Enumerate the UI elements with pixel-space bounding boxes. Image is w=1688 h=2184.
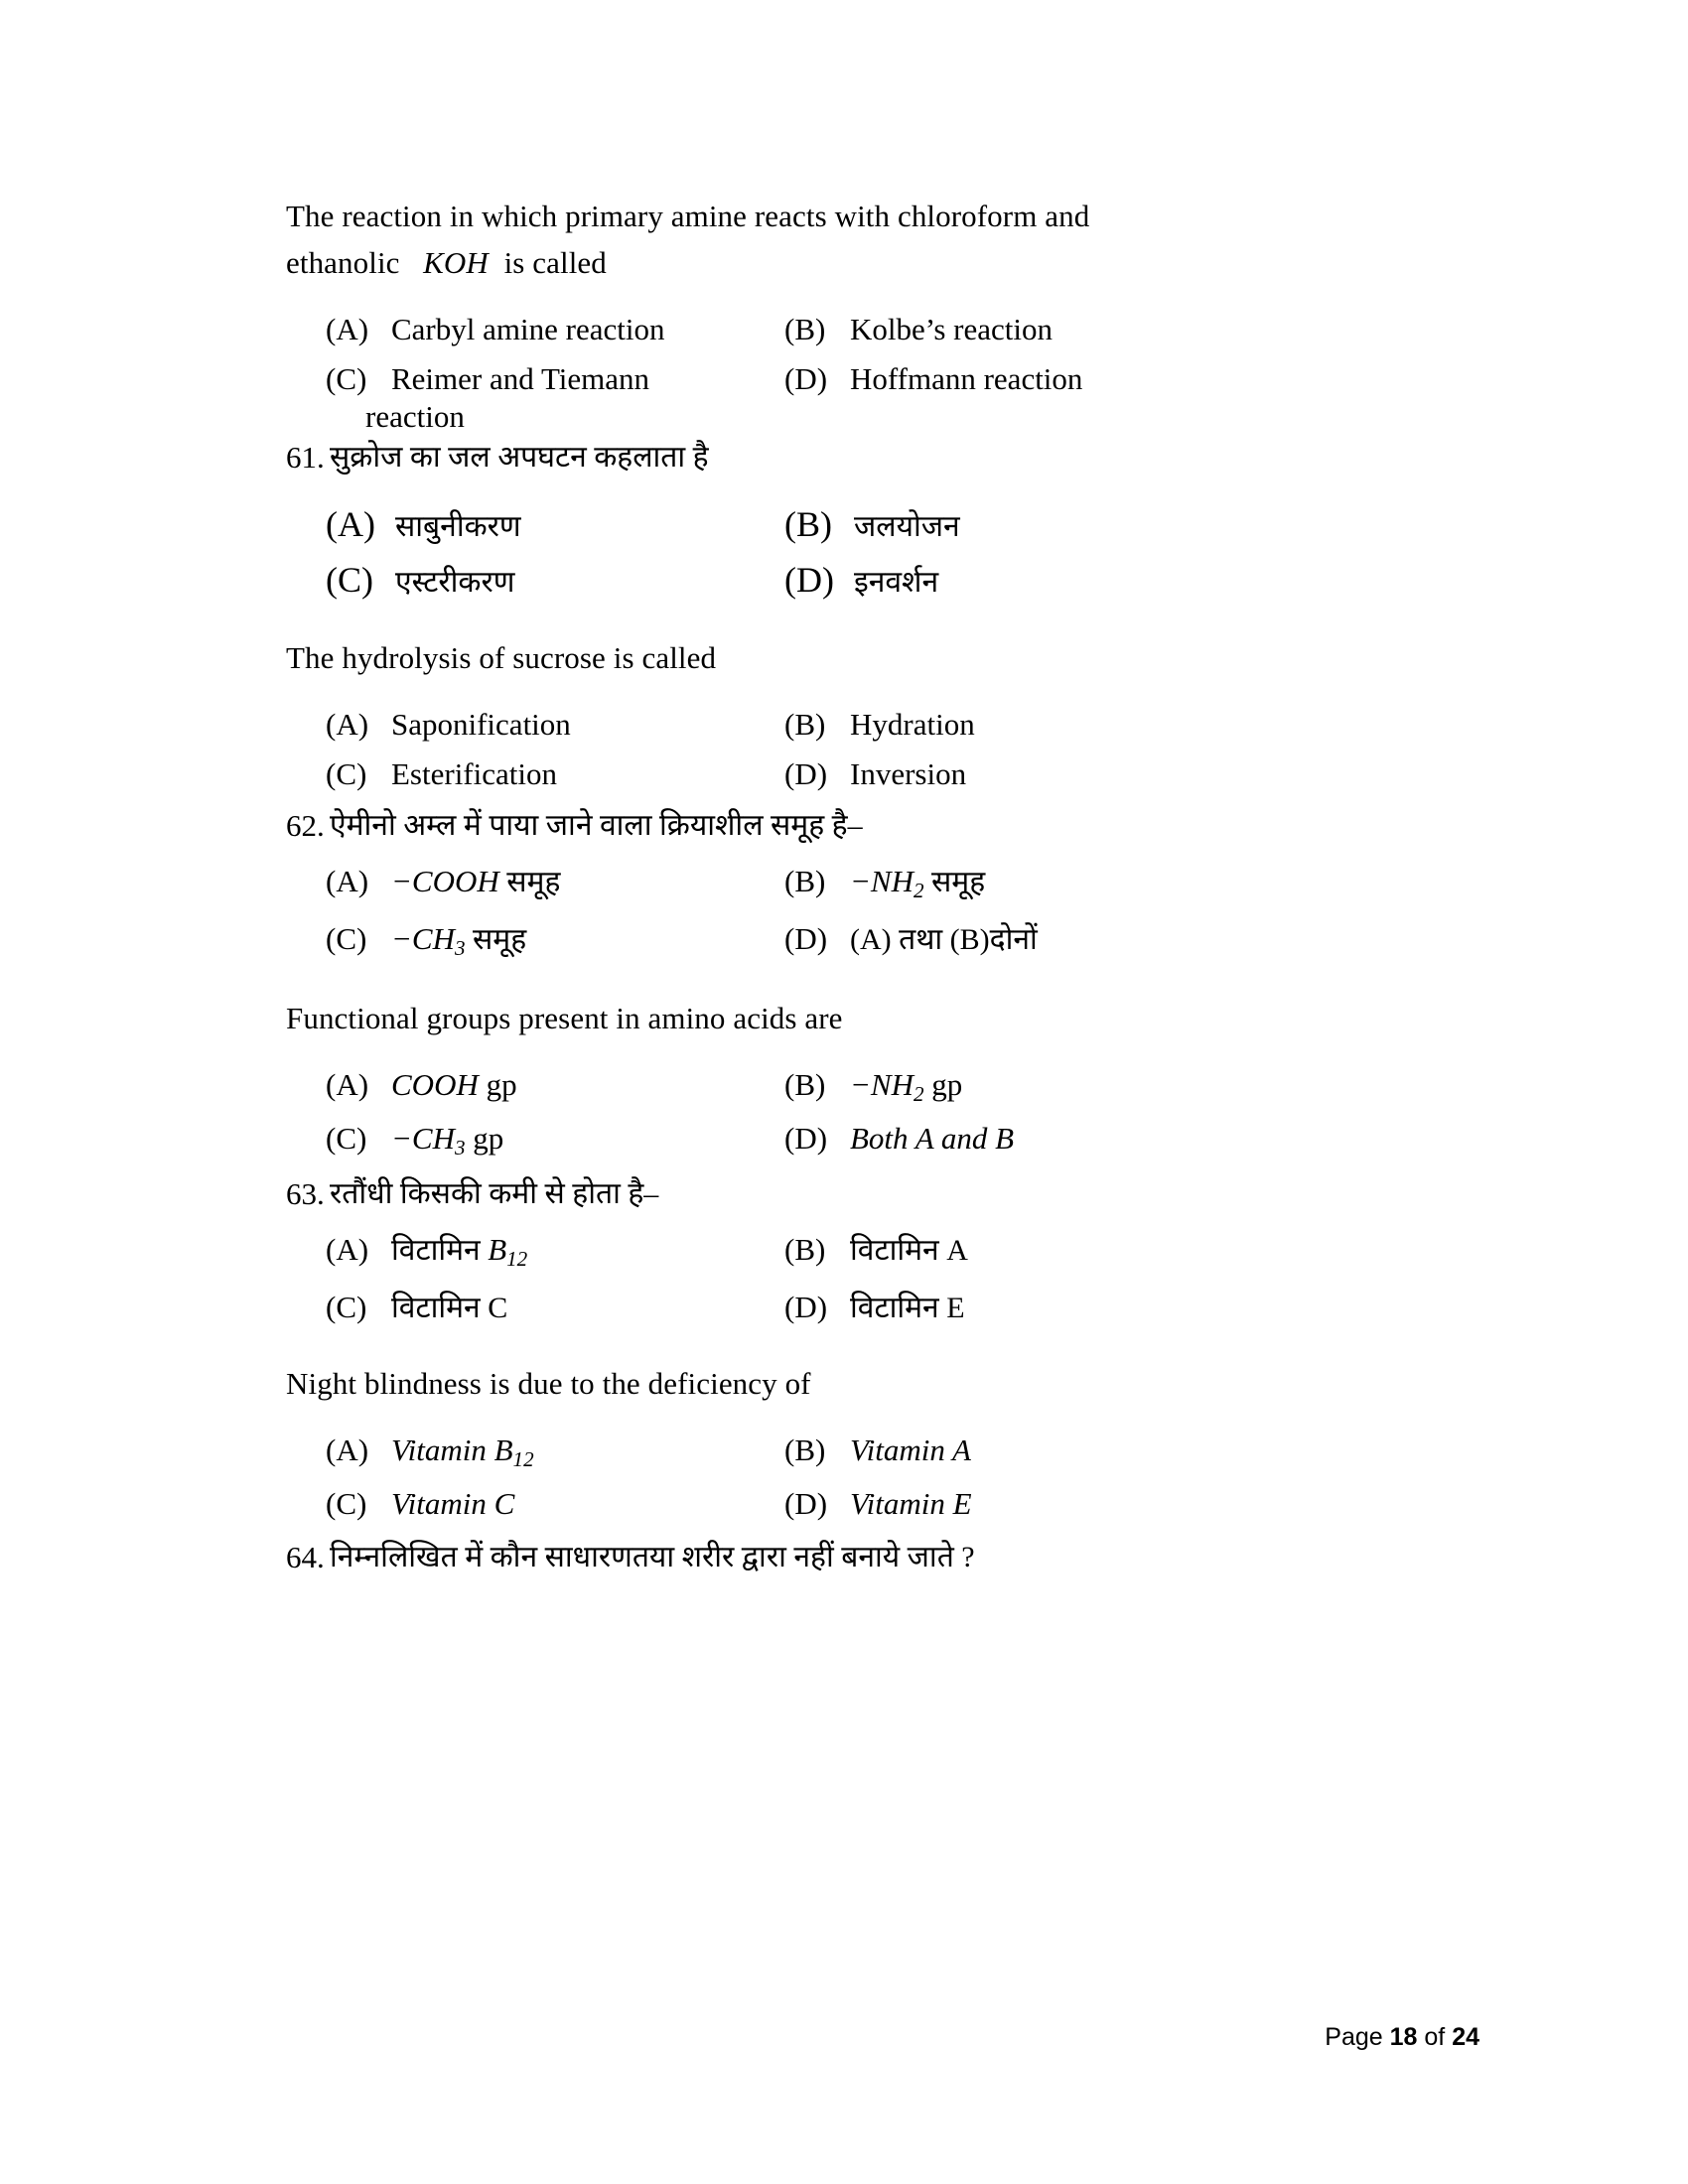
option-d-english[interactable]	[773, 756, 1329, 792]
option-text: साबुनीकरण	[395, 509, 521, 543]
option-d-english[interactable]	[773, 361, 1329, 397]
option-text	[850, 1433, 971, 1468]
option-label: (C)	[326, 921, 367, 957]
vitamin-letter: C	[488, 1292, 508, 1325]
option-b-hindi[interactable]	[773, 1228, 1329, 1272]
option-label: (D)	[784, 361, 828, 397]
option-b-hindi[interactable]	[773, 503, 1329, 545]
formula: COOH	[391, 1067, 479, 1103]
option-d-english[interactable]	[773, 1121, 1329, 1160]
option-row	[286, 1486, 1408, 1522]
spacer	[286, 1272, 1408, 1286]
spacer	[286, 286, 1408, 312]
option-row	[286, 503, 1408, 545]
option-a-english[interactable]	[286, 1433, 773, 1472]
option-row	[286, 707, 1408, 743]
question-stem-hindi: रतौंधी किसकी कमी से होता है–	[330, 1176, 659, 1210]
option-label: (B)	[784, 503, 832, 544]
option-text	[391, 1433, 534, 1472]
question-stem-hindi: निम्नलिखित में कौन साधारणतया शरीर द्वारा नहीं बनाये जाते ?	[330, 1541, 975, 1574]
option-d-hindi[interactable]	[773, 559, 1329, 601]
option-label: (A)	[326, 312, 369, 347]
option-label: (A)	[326, 503, 375, 544]
footer-page-number: 18	[1389, 2023, 1418, 2051]
formula-subscript: 2	[913, 1082, 924, 1106]
spacer	[286, 601, 1408, 634]
option-suffix: gp	[465, 1121, 504, 1156]
formula-base: −NH	[850, 1067, 914, 1103]
option-text	[850, 1486, 972, 1522]
option-suffix: समूह	[465, 923, 527, 957]
spacer	[286, 1407, 1408, 1433]
option-c-english[interactable]	[286, 1486, 773, 1522]
spacer	[286, 961, 1408, 995]
formula: Vitamin E	[850, 1486, 972, 1522]
formula: Vitamin C	[391, 1486, 515, 1522]
q61-english-options	[286, 707, 1408, 792]
option-a-english[interactable]	[286, 707, 773, 743]
option-row	[286, 1286, 1408, 1326]
option-label: (A)	[326, 1067, 369, 1103]
question-number: 61.	[286, 439, 325, 475]
stem-pre: ethanolic	[286, 245, 400, 281]
option-row	[286, 860, 1408, 903]
option-label: (B)	[784, 1067, 826, 1103]
formula	[488, 1232, 528, 1272]
option-text	[391, 1228, 527, 1272]
spacer	[286, 846, 1408, 860]
option-text: Saponification	[391, 706, 571, 742]
option-text	[391, 1486, 514, 1522]
option-label: (C)	[326, 1486, 367, 1522]
formula-base: −NH	[850, 864, 914, 899]
option-text: Carbyl amine reaction	[391, 312, 665, 347]
option-c-hindi[interactable]	[286, 559, 773, 601]
option-text: जलयोजन	[854, 509, 960, 543]
option-row	[286, 312, 1408, 347]
option-label: (A)	[326, 1232, 369, 1268]
spacer	[286, 545, 1408, 559]
option-b-english[interactable]	[773, 1433, 1329, 1472]
option-label: (A)	[326, 706, 369, 742]
option-c-english[interactable]	[286, 361, 773, 397]
option-a-hindi[interactable]	[286, 860, 773, 903]
option-text: Inversion	[850, 755, 967, 791]
spacer	[286, 478, 1408, 503]
question-64	[286, 1538, 1408, 1577]
option-suffix: gp	[923, 1067, 963, 1103]
option-b-hindi[interactable]	[773, 860, 1329, 903]
stem-line-2	[286, 239, 1408, 286]
option-label: (C)	[326, 1290, 367, 1325]
option-c-hindi[interactable]	[286, 1286, 773, 1326]
q62-english-options	[286, 1067, 1408, 1160]
question-number: 63.	[286, 1175, 325, 1211]
formula	[850, 864, 924, 903]
option-label: (D)	[784, 559, 834, 600]
spacer	[286, 903, 1408, 917]
option-text	[391, 1067, 517, 1103]
option-text: Esterification	[391, 755, 557, 791]
q61-hindi-options	[286, 503, 1408, 601]
q63-english-stem: Night blindness is due to the deficiency of	[286, 1366, 811, 1402]
spacer	[286, 1214, 1408, 1228]
formula-subscript: 2	[913, 879, 924, 903]
page-content	[286, 149, 1408, 1577]
option-d-hindi[interactable]	[773, 1286, 1329, 1326]
option-a-english[interactable]	[286, 1067, 773, 1107]
option-label: (C)	[326, 1121, 367, 1156]
spacer	[286, 1041, 1408, 1067]
option-row	[286, 1228, 1408, 1272]
option-suffix: gp	[478, 1067, 517, 1103]
formula-subscript: 3	[454, 1135, 466, 1160]
footer-prefix: Page	[1325, 2023, 1383, 2051]
option-suffix: (A) तथा (B)दोनों	[850, 923, 1038, 957]
option-text	[391, 917, 526, 961]
option-text	[850, 1286, 965, 1326]
option-suffix: समूह	[923, 866, 986, 899]
option-text	[850, 1121, 1014, 1157]
spacer	[286, 743, 1408, 756]
formula-base: −CH	[391, 921, 455, 957]
formula-koh: KOH	[423, 245, 489, 281]
question-62	[286, 806, 1408, 846]
spacer	[286, 681, 1408, 707]
spacer	[286, 149, 1408, 193]
option-text: Reimer and Tiemann	[391, 361, 650, 397]
formula-base: B	[488, 1232, 507, 1268]
option-d-hindi[interactable]	[773, 917, 1329, 961]
vitamin-letter: A	[946, 1234, 968, 1268]
option-text: इनवर्शन	[854, 565, 939, 599]
option-prefix: विटामिन	[391, 1234, 489, 1268]
question-number: 62.	[286, 807, 325, 843]
q63-english-options	[286, 1433, 1408, 1522]
option-d-english[interactable]	[773, 1486, 1329, 1522]
option-label: (B)	[784, 864, 826, 899]
option-label: (A)	[326, 864, 369, 899]
option-text	[850, 1228, 968, 1269]
option-b-english[interactable]	[773, 707, 1329, 743]
option-row	[286, 917, 1408, 961]
option-label: (D)	[784, 1121, 828, 1156]
option-prefix: विटामिन	[850, 1234, 947, 1268]
footer-total-pages: 24	[1452, 2023, 1479, 2051]
q63-hindi-options	[286, 1228, 1408, 1326]
option-a-hindi[interactable]	[286, 1228, 773, 1272]
spacer	[286, 347, 1408, 361]
option-a-hindi[interactable]	[286, 503, 773, 545]
question-number: 64.	[286, 1540, 325, 1575]
option-label: (C)	[326, 559, 373, 600]
formula: Both A and B	[850, 1121, 1015, 1156]
option-label: (D)	[784, 755, 828, 791]
option-text	[391, 1286, 507, 1326]
option-c-hindi[interactable]	[286, 917, 773, 961]
formula-subscript: 12	[512, 1447, 534, 1472]
option-text	[850, 917, 1038, 958]
formula-subscript: 3	[454, 936, 466, 960]
q61-english-stem: The hydrolysis of sucrose is called	[286, 639, 717, 675]
stem-post: is called	[503, 245, 607, 281]
option-label: (B)	[784, 1433, 826, 1468]
option-text: Hoffmann reaction	[850, 361, 1083, 397]
option-prefix: विटामिन	[391, 1292, 489, 1325]
option-label: (D)	[784, 1486, 828, 1522]
formula-base: −CH	[391, 1121, 455, 1156]
option-prefix: विटामिन	[850, 1292, 947, 1325]
option-text	[391, 1121, 503, 1160]
option-label: (B)	[784, 1232, 826, 1268]
option-label: (A)	[326, 1433, 369, 1468]
formula-base: Vitamin B	[391, 1433, 513, 1468]
option-text: Kolbe’s reaction	[850, 312, 1054, 347]
formula-subscript: 12	[506, 1247, 528, 1272]
option-label: (B)	[784, 312, 826, 347]
q62-hindi-options	[286, 860, 1408, 961]
option-row	[286, 361, 1408, 397]
carryover-english-options	[286, 312, 1408, 437]
option-row	[286, 559, 1408, 601]
option-c-continuation: reaction	[365, 399, 465, 435]
option-c-english[interactable]	[286, 756, 773, 792]
option-label: (B)	[784, 706, 826, 742]
option-text	[850, 1067, 962, 1107]
option-text	[850, 860, 985, 903]
question-63	[286, 1174, 1408, 1214]
spacer	[286, 1107, 1408, 1121]
option-text: एस्टरीकरण	[395, 565, 515, 599]
option-label: (D)	[784, 921, 828, 957]
formula: −COOH	[391, 864, 499, 899]
option-b-english[interactable]	[773, 1067, 1329, 1107]
formula	[391, 1433, 534, 1472]
option-label: (D)	[784, 1290, 828, 1325]
spacer	[286, 1472, 1408, 1486]
option-row	[286, 1121, 1408, 1160]
option-row	[286, 1433, 1408, 1472]
option-row	[286, 1067, 1408, 1107]
option-label: (C)	[326, 361, 367, 397]
stem-line-1: The reaction in which primary amine reacts with chloroform and	[286, 199, 1090, 233]
option-a-english[interactable]	[286, 312, 773, 347]
option-text: Hydration	[850, 706, 975, 742]
page-footer	[1325, 2023, 1479, 2052]
q62-english-stem: Functional groups present in amino acids are	[286, 1001, 843, 1035]
spacer	[286, 1326, 1408, 1360]
option-text	[391, 860, 560, 900]
option-row	[286, 756, 1408, 792]
question-61	[286, 438, 1408, 478]
option-suffix: समूह	[498, 866, 561, 899]
question-stem-hindi: ऐमीनो अम्ल में पाया जाने वाला क्रियाशील समूह है–	[330, 808, 863, 842]
option-label: (C)	[326, 755, 367, 791]
formula	[850, 1067, 924, 1106]
option-b-english[interactable]	[773, 312, 1329, 347]
formula	[391, 921, 466, 960]
footer-middle: of	[1424, 2023, 1446, 2051]
option-c-english[interactable]	[286, 1121, 773, 1160]
formula: Vitamin A	[850, 1433, 971, 1468]
question-stem-hindi: सुक्रोज का जल अपघटन कहलाता है	[330, 440, 709, 474]
carryover-english-stem	[286, 193, 1408, 286]
formula	[391, 1121, 466, 1160]
vitamin-letter: E	[946, 1292, 965, 1325]
